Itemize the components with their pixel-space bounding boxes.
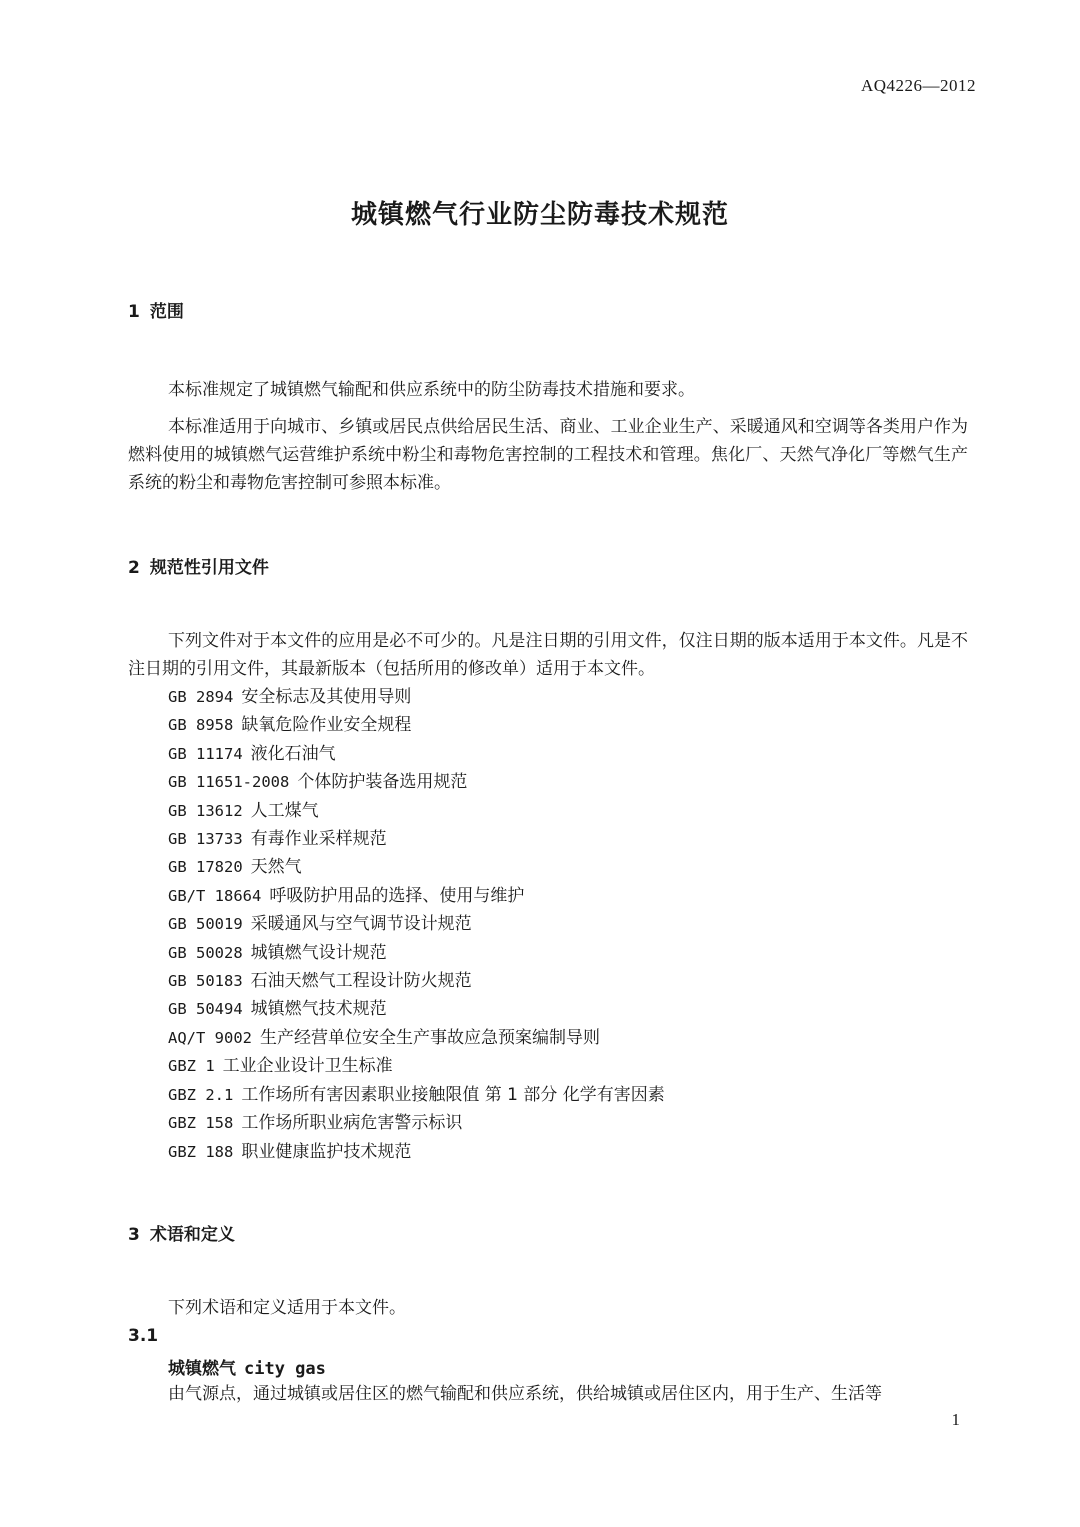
reference-title: 安全标志及其使用导则 (241, 687, 412, 707)
reference-title: 个体防护装备选用规范 (297, 772, 468, 793)
reference-item (168, 995, 665, 1023)
reference-item (168, 967, 665, 995)
reference-title: 有毒作业采样规范 (250, 829, 387, 850)
reference-code: GB 50019 (168, 915, 243, 934)
reference-code: GB 13733 (168, 830, 243, 849)
reference-title: 生产经营单位安全生产事故应急预案编制导则 (260, 1027, 600, 1048)
reference-title: 城镇燃气设计规范 (250, 942, 387, 963)
reference-list (168, 683, 665, 1166)
reference-code: GB 50028 (168, 943, 243, 962)
reference-title: 呼吸防护用品的选择、使用与维护 (269, 885, 525, 906)
reference-item (168, 683, 665, 711)
term-name (168, 1354, 326, 1379)
reference-title: 石油天燃气工程设计防火规范 (250, 971, 472, 992)
term-name-cn: 城镇燃气 (168, 1359, 236, 1379)
section-title: 范围 (149, 302, 184, 322)
reference-title: 城镇燃气技术规范 (250, 999, 387, 1020)
reference-code: GB/T 18664 (168, 886, 262, 905)
reference-title: 天然气 (250, 857, 302, 878)
section-number: 1 (128, 302, 140, 322)
reference-code: GB 8958 (168, 716, 234, 735)
reference-item (168, 939, 665, 967)
section-heading-normative-references (128, 553, 269, 578)
reference-code: GB 50183 (168, 972, 243, 991)
reference-item (168, 853, 665, 881)
terms-intro-paragraph: 下列术语和定义适用于本文件。 (168, 1298, 406, 1318)
scope-paragraph: 本标准规定了城镇燃气输配和供应系统中的防尘防毒技术措施和要求。 (168, 380, 695, 400)
document-title: 城镇燃气行业防尘防毒技术规范 (350, 200, 729, 230)
reference-item (168, 740, 665, 768)
reference-code: GB 11651-2008 (168, 773, 290, 792)
reference-item (168, 1024, 665, 1052)
section-number: 2 (128, 558, 140, 578)
reference-code: GBZ 158 (168, 1114, 234, 1133)
page-number: 1 (951, 1410, 960, 1429)
reference-code: GB 13612 (168, 801, 243, 820)
reference-title: 采暖通风与空气调节设计规范 (250, 914, 472, 935)
reference-code: GB 11174 (168, 744, 243, 763)
reference-title: 缺氧危险作业安全规程 (241, 715, 412, 736)
reference-item (168, 910, 665, 938)
term-number: 3.1 (128, 1326, 159, 1346)
reference-item (168, 797, 665, 825)
section-title: 规范性引用文件 (149, 558, 269, 578)
reference-code: GBZ 2.1 (168, 1085, 234, 1104)
reference-code: GBZ 188 (168, 1142, 234, 1161)
reference-title: 工作场所职业病危害警示标识 (241, 1113, 463, 1134)
section-heading-terms-definitions (128, 1220, 235, 1245)
reference-item (168, 1052, 665, 1080)
reference-item (168, 711, 665, 739)
reference-title: 液化石油气 (250, 743, 336, 764)
reference-item (168, 1138, 665, 1166)
reference-item (168, 1081, 665, 1109)
reference-code: GB 17820 (168, 858, 243, 877)
reference-title: 职业健康监护技术规范 (241, 1141, 412, 1162)
section-title: 术语和定义 (149, 1225, 235, 1245)
reference-code: GB 50494 (168, 1000, 243, 1019)
reference-item (168, 1109, 665, 1137)
reference-code: GBZ 1 (168, 1057, 215, 1076)
standard-code: AQ4226—2012 (860, 76, 976, 95)
section-heading-scope (128, 297, 184, 322)
term-name-en: city gas (244, 1359, 326, 1379)
references-intro-paragraph: 下列文件对于本文件的应用是必不可少的。凡是注日期的引用文件，仅注日期的版本适用于本文件。凡是不注日期的引用文件，其最新版本（包括所用的修改单）适用于本文件。 (128, 631, 968, 679)
reference-item (168, 882, 665, 910)
scope-paragraph: 本标准适用于向城市、乡镇或居民点供给居民生活、商业、工业企业生产、采暖通风和空调等各类用户作为燃料使用的城镇燃气运营维护系统中粉尘和毒物危害控制的工程技术和管理。焦化厂、天然气净化厂等燃气生产系统的粉尘和毒物危害控制可参照本标准。 (128, 417, 968, 493)
reference-item (168, 825, 665, 853)
reference-code: GB 2894 (168, 688, 234, 706)
reference-title: 人工煤气 (250, 800, 319, 821)
reference-title: 工业企业设计卫生标准 (222, 1056, 393, 1077)
reference-code: AQ/T 9002 (168, 1028, 252, 1047)
reference-title: 工作场所有害因素职业接触限值 第 1 部分 化学有害因素 (241, 1084, 665, 1105)
term-definition: 由气源点，通过城镇或居住区的燃气输配和供应系统，供给城镇或居住区内，用于生产、生活等 (168, 1384, 882, 1404)
section-number: 3 (128, 1225, 140, 1245)
reference-item (168, 768, 665, 796)
